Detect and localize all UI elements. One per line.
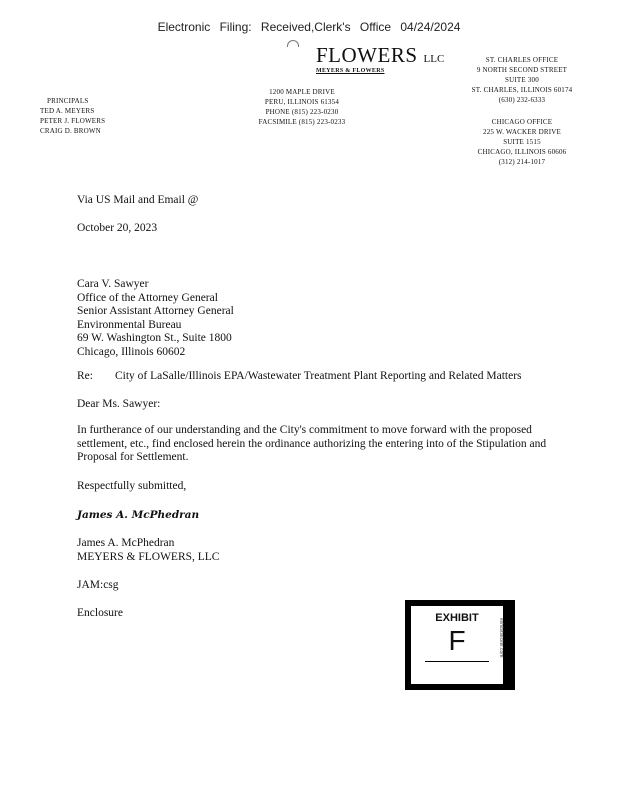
exhibit-underline bbox=[425, 661, 489, 662]
enclosure: Enclosure bbox=[77, 607, 123, 619]
exhibit-letter: F bbox=[448, 625, 466, 656]
firm-name bbox=[316, 43, 444, 68]
address-line: 9 NORTH SECOND STREET bbox=[476, 66, 568, 74]
re-subject: City of LaSalle/Illinois EPA/Wastewater Treatment Plant Reporting and Related Matters bbox=[115, 370, 522, 382]
address-line: CHICAGO OFFICE bbox=[491, 118, 553, 126]
salutation: Dear Ms. Sawyer: bbox=[77, 398, 161, 410]
exhibit-sticker bbox=[405, 600, 515, 690]
address-line: CHICAGO, ILLINOIS 60606 bbox=[477, 148, 567, 156]
principal-name: PETER J. FLOWERS bbox=[40, 117, 106, 125]
filing-stamp: Electronic Filing: Received,Clerk's Office 04/24/2024 bbox=[157, 20, 461, 34]
st-charles-office bbox=[462, 55, 582, 105]
principals-heading: PRINCIPALS bbox=[47, 97, 89, 105]
letter-date: October 20, 2023 bbox=[77, 222, 158, 234]
principals-list bbox=[40, 96, 105, 136]
address-line: PHONE (815) 223-0230 bbox=[265, 108, 339, 116]
recipient-line: Cara V. Sawyer bbox=[77, 278, 149, 290]
exhibit-title: EXHIBIT bbox=[435, 612, 479, 624]
address-line: (312) 214-1017 bbox=[498, 158, 546, 166]
signature: James A. McPhedran bbox=[77, 509, 200, 521]
letter-body: In furtherance of our understanding and the City's commitment to move forward with the proposed settlement, etc., find enclosed herein the ordinance authorizing the entering into of the Stipulation and Proposal for Settlement. bbox=[77, 424, 547, 463]
address-line: (630) 232-6333 bbox=[498, 96, 546, 104]
delivery-method: Via US Mail and Email @ bbox=[77, 194, 199, 206]
address-line: PERU, ILLINOIS 61354 bbox=[264, 98, 340, 106]
signer-name: James A. McPhedran bbox=[77, 537, 175, 549]
principal-name: TED A. MEYERS bbox=[40, 107, 95, 115]
address-line: 1200 MAPLE DRIVE bbox=[269, 88, 335, 96]
address-line: ST. CHARLES, ILLINOIS 60174 bbox=[471, 86, 573, 94]
main-office-address bbox=[232, 87, 372, 127]
firm-suffix: LLC bbox=[423, 53, 445, 65]
exhibit-side-text: exhibitsticker.com bbox=[498, 618, 504, 658]
closing: Respectfully submitted, bbox=[77, 480, 187, 492]
recipient-line: Environmental Bureau bbox=[77, 318, 182, 331]
address-line: SUITE 300 bbox=[505, 76, 539, 84]
principal-name: CRAIG D. BROWN bbox=[40, 127, 101, 135]
address-line: SUITE 1515 bbox=[503, 138, 541, 146]
address-line: FACSIMILE (815) 223-0233 bbox=[258, 118, 346, 126]
chicago-office bbox=[462, 117, 582, 167]
exhibit-label-area bbox=[411, 606, 503, 684]
address-line: 225 W. WACKER DRIVE bbox=[483, 128, 561, 136]
firm-logo-icon bbox=[287, 40, 299, 47]
recipient-line: Chicago, Illinois 60602 bbox=[77, 345, 186, 358]
initials: JAM:csg bbox=[77, 579, 119, 591]
firm-name-text: FLOWERS bbox=[316, 43, 418, 67]
recipient-line: 69 W. Washington St., Suite 1800 bbox=[77, 332, 232, 344]
recipient-line: Senior Assistant Attorney General bbox=[77, 305, 234, 317]
signer-firm: MEYERS & FLOWERS, LLC bbox=[77, 551, 220, 563]
recipient-line: Office of the Attorney General bbox=[77, 291, 218, 304]
firm-tagline: MEYERS & FLOWERS bbox=[316, 68, 385, 74]
re-label: Re: bbox=[77, 370, 93, 382]
address-line: ST. CHARLES OFFICE bbox=[485, 56, 559, 64]
recipient-address bbox=[77, 278, 234, 359]
